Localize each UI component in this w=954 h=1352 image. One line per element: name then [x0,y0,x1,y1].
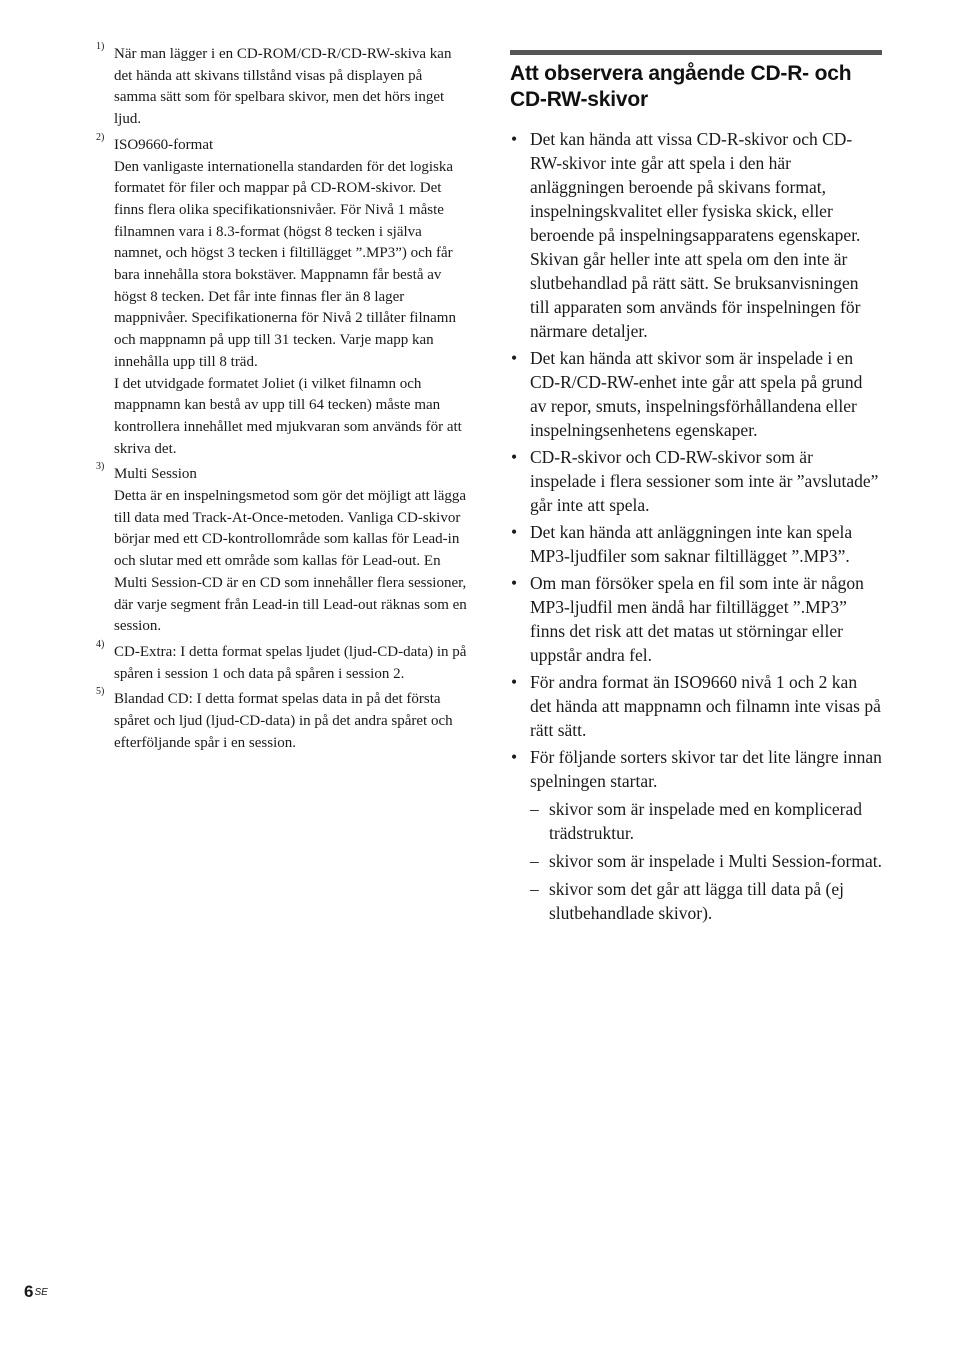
sub-list [530,797,882,925]
bullet-text: Det kan hända att skivor som är inspelade i en CD-R/CD-RW-enhet inte går att spela på grund av repor, smuts, inspelningsförhållandena eller inspelningsenhetens egenskaper. [530,348,863,440]
bullet-mark: • [511,672,518,692]
footnote-number: 1) [96,41,105,52]
bullet-list [510,127,882,925]
bullet-item [510,445,882,517]
footnote-text: I det utvidgade formatet Joliet (i vilket filnamn och mappnamn kan bestå av upp till 64 tecken) måste man kontrollera innehållet med mjukvaran som används för att skriva det. [114,375,462,457]
sub-item [530,877,882,925]
sub-item [530,849,882,873]
bullet-text: Det kan hända att anläggningen inte kan spela MP3-ljudfiler som saknar filtillägget ”.MP3”. [530,522,853,566]
footnote-1 [96,41,468,131]
footnote-number: 5) [96,686,105,698]
bullet-mark: • [511,447,518,467]
dash-mark: – [530,799,539,819]
footnote-title: Multi Session [114,466,197,483]
bullet-mark: • [511,522,518,542]
footnote-text: Detta är en inspelningsmetod som gör det möjligt att lägga till data med Track-At-Once-metoden. Vanliga CD-skivor börjar med ett CD-kontrollområde som kallas för Lead-in och slutar med ett område som kallas för Lead-out. En Multi Session-CD är en CD som innehåller flera sessioner, där varje segment från Lead-in till Lead-out räknas som en session. [114,488,467,635]
bullet-text: För följande sorters skivor tar det lite längre innan spelningen startar. [530,747,882,791]
dash-mark: – [530,851,539,871]
bullet-text: För andra format än ISO9660 nivå 1 och 2 kan det hända att mappnamn och filnamn inte visas på rätt sätt. [530,672,881,740]
bullet-text: Det kan hända att vissa CD-R-skivor och CD-RW-skivor inte går att spela i den här anläggningen beroende på skivans format, inspelningskvalitet eller fysiska skick, eller beroende på inspelningsapparatens egenskaper. Skivan går heller inte att spela om den inte är slutbehandlad på rätt sätt. Se bruksanvisningen till apparaten som används för inspelningen för närmare detaljer. [530,129,861,341]
sub-text: skivor som det går att lägga till data på (ej slutbehandlade skivor). [549,879,844,923]
footnotes-column [96,41,468,759]
footnote-5 [96,686,468,754]
sub-text: skivor som är inspelade i Multi Session-format. [549,851,882,871]
bullet-text: Om man försöker spela en fil som inte är någon MP3-ljudfil men ändå har filtillägget ”.MP3” finns det risk att det matas ut störningar eller uppstår andra fel. [530,573,864,665]
footnote-title: ISO9660-format [114,136,214,153]
section-rule [510,50,882,55]
bullet-item [510,127,882,343]
bullet-item [510,670,882,742]
bullet-item [510,745,882,925]
footnote-text: När man lägger i en CD-ROM/CD-R/CD-RW-skiva kan det hända att skivans tillstånd visas på displayen på samma sätt som för spelbara skivor, men det hörs inget ljud. [114,46,452,128]
cd-notes-section [510,50,882,929]
footnote-number: 4) [96,638,105,650]
bullet-text: CD-R-skivor och CD-RW-skivor som är inspelade i flera sessioner som inte är ”avslutade” går inte att spela. [530,447,879,515]
footnote-text: CD-Extra: I detta format spelas ljudet (ljud-CD-data) in på spåren i session 1 och data på spåren i session 2. [114,643,467,682]
footnote-number: 2) [96,131,105,143]
bullet-item [510,346,882,442]
footnote-3 [96,461,468,638]
page-number-value: 6 [24,1282,34,1301]
bullet-mark: • [511,348,518,368]
sub-text: skivor som är inspelade med en komplicerad trädstruktur. [549,799,862,843]
footnote-text: Blandad CD: I detta format spelas data in på det första spåret och ljud (ljud-CD-data) in på det andra spåret och efterföljande spår i en session. [114,691,453,751]
sub-item [530,797,882,845]
dash-mark: – [530,879,539,899]
bullet-mark: • [511,747,518,767]
bullet-item [510,571,882,667]
bullet-mark: • [511,573,518,593]
footnote-2 [96,131,468,461]
footnote-number: 3) [96,461,105,473]
footnote-text: Den vanligaste internationella standarden för det logiska formatet för filer och mappar på CD-ROM-skivor. Det finns flera olika specifikationsnivåer. För Nivå 1 måste filnamnen vara i 8.3-format (högst 8 tecken i själva namnet, och högst 3 tecken i filtillägget ”.MP3”) och får bara innehålla stora bokstäver. Mappnamn får bestå av högst 8 tecken. Det får inte finnas fler än 8 lager mappnivåer. Specifikationerna för Nivå 2 tillåter filnamn och mappnamn på upp till 31 tecken. Varje mapp kan innehålla upp till 8 träd. [114,158,456,370]
page-number [24,1282,48,1302]
page-number-suffix: SE [34,1287,48,1298]
footnote-4 [96,638,468,685]
bullet-mark: • [511,129,518,149]
bullet-item [510,520,882,568]
section-heading: Att observera angående CD-R- och CD-RW-skivor [510,62,852,111]
